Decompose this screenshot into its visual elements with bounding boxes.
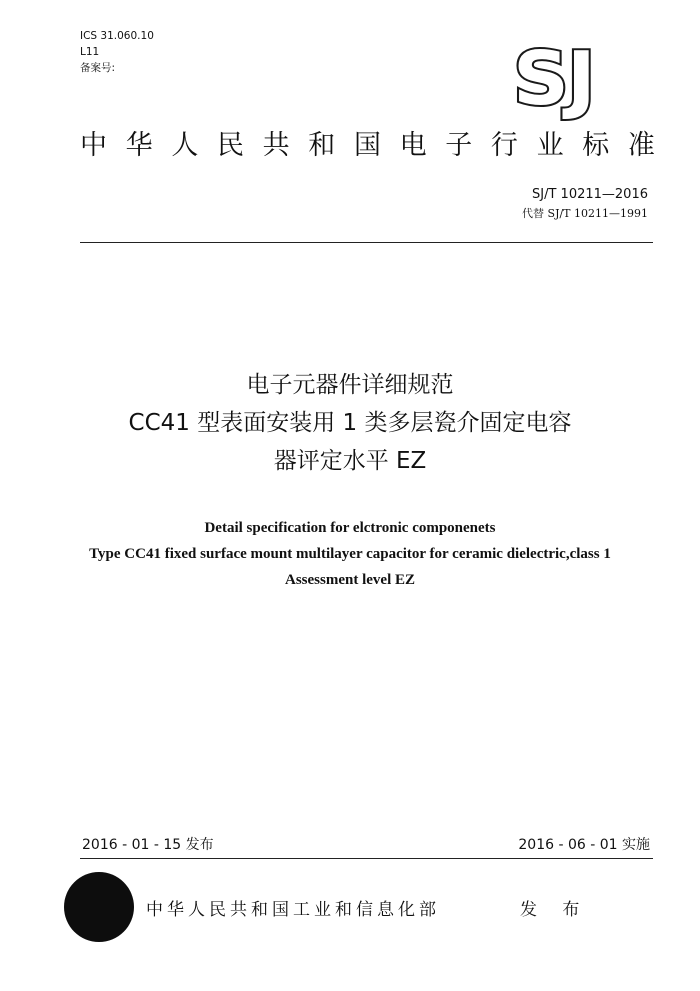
authority-char: 人: [171, 130, 199, 161]
issuing-authority-title: [80, 126, 655, 166]
standard-number: SJ/T 10211—2016: [532, 187, 648, 202]
title-zh-line: 器评定水平 EZ: [273, 448, 427, 474]
replaces-standard: 代替 SJ/T 10211—1991: [522, 207, 648, 220]
authority-char: 电: [399, 130, 427, 161]
authority-char: 和: [308, 130, 336, 161]
authority-char: 中: [80, 130, 107, 161]
title-zh-line: CC41 型表面安装用 1 类多层瓷介固定电容: [128, 410, 572, 436]
header-divider: [80, 242, 653, 243]
authority-char: 行: [490, 130, 518, 161]
title-chinese: [0, 366, 700, 480]
title-zh-line: 电子元器件详细规范: [246, 372, 454, 398]
document-meta: [80, 28, 154, 76]
authority-char: 共: [262, 130, 290, 161]
publisher-name: 中华人民共和国工业和信息化部: [146, 900, 440, 920]
ics-code: ICS 31.060.10: [80, 30, 154, 42]
authority-char: 华: [125, 130, 153, 161]
title-en-line: Assessment level EZ: [285, 572, 415, 588]
implementation-date: 2016 - 06 - 01 实施: [518, 837, 650, 853]
issue-date: 2016 - 01 - 15 发布: [82, 837, 214, 853]
authority-char: 业: [536, 130, 564, 161]
authority-char: 民: [216, 130, 244, 161]
classification-code: L11: [80, 46, 100, 58]
title-en-line: Type CC41 fixed surface mount multilayer capacitor for ceramic dielectric,class 1: [89, 546, 611, 562]
authority-char: 准: [627, 130, 655, 161]
title-en-line: Detail specification for elctronic componenets: [204, 520, 496, 536]
authority-char: 标: [582, 130, 610, 161]
footer-divider: [80, 858, 653, 859]
record-number-label: 备案号:: [80, 62, 116, 74]
publish-label: 发 布: [520, 900, 590, 920]
sj-logo: SJ: [513, 36, 594, 122]
authority-char: 子: [445, 130, 473, 161]
authority-char: 国: [353, 130, 381, 161]
ministry-emblem-icon: [64, 872, 134, 942]
title-english: [0, 515, 700, 593]
